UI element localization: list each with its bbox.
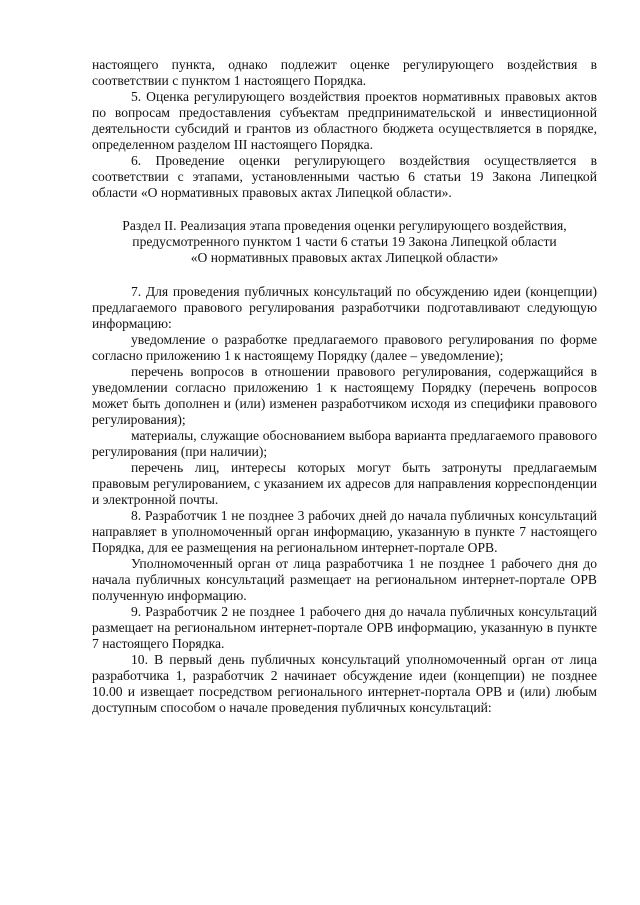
- document-page: [92, 57, 597, 716]
- paragraph-item-6: 6. Проведение оценки регулирующего воздействия осуществляется в соответствии с этапами, установленными частью 6 статьи 19 Закона Липецкой области «О нормативных правовых актах Липецкой области».: [92, 153, 597, 200]
- paragraph-authorized-body: Уполномоченный орган от лица разработчика 1 не позднее 1 рабочего дня до начала публичных консультаций размещает на региональном интернет-портале ОРВ полученную информацию.: [92, 556, 597, 603]
- paragraph-item-10: 10. В первый день публичных консультаций уполномоченный орган от лица разработчика 1, разработчик 2 начинает обсуждение идеи (концепции) не позднее 10.00 и извещает посредством регионального интернет-портала ОРВ и (или) любым доступным способом о начале проведения публичных консультаций:: [92, 652, 597, 715]
- paragraph-persons-list: перечень лиц, интересы которых могут быть затронуты предлагаемым правовым регулированием, с указанием их адресов для направления корреспонденции и электронной почты.: [92, 460, 597, 507]
- section-heading-line-3: «О нормативных правовых актах Липецкой области»: [190, 250, 499, 265]
- section-heading-line-1: Раздел II. Реализация этапа проведения оценки регулирующего воздействия,: [122, 218, 567, 233]
- paragraph-item-8: 8. Разработчик 1 не позднее 3 рабочих дней до начала публичных консультаций направляет в уполномоченный орган информацию, указанную в пункте 7 настоящего Порядка, для ее размещения на региональном интернет-портале ОРВ.: [92, 508, 597, 555]
- paragraph-item-9: 9. Разработчик 2 не позднее 1 рабочего дня до начала публичных консультаций размещает на региональном интернет-портале ОРВ информацию, указанную в пункте 7 настоящего Порядка.: [92, 604, 597, 651]
- paragraph-questions-list: перечень вопросов в отношении правового регулирования, содержащийся в уведомлении согласно приложению 1 к настоящему Порядку (перечень вопросов может быть дополнен и (или) изменен разработчиком исходя из специфики правового регулирования);: [92, 364, 597, 427]
- paragraph-continuation: настоящего пункта, однако подлежит оценке регулирующего воздействия в соответствии с пунктом 1 настоящего Порядка.: [92, 57, 597, 88]
- section-heading: [92, 218, 597, 266]
- paragraph-materials: материалы, служащие обоснованием выбора варианта предлагаемого правового регулирования (при наличии);: [92, 428, 597, 459]
- paragraph-item-5: 5. Оценка регулирующего воздействия проектов нормативных правовых актов по вопросам предоставления субъектам предпринимательской и инвестиционной деятельности субсидий и грантов из областного бюджета осуществляется в порядке, определенном разделом III настоящего Порядка.: [92, 89, 597, 152]
- paragraph-notification: уведомление о разработке предлагаемого правового регулирования по форме согласно приложению 1 к настоящему Порядку (далее – уведомление);: [92, 332, 597, 363]
- paragraph-item-7: 7. Для проведения публичных консультаций по обсуждению идеи (концепции) предлагаемого правового регулирования разработчики подготавливают следующую информацию:: [92, 284, 597, 331]
- section-heading-line-2: предусмотренного пунктом 1 части 6 статьи 19 Закона Липецкой области: [132, 234, 557, 249]
